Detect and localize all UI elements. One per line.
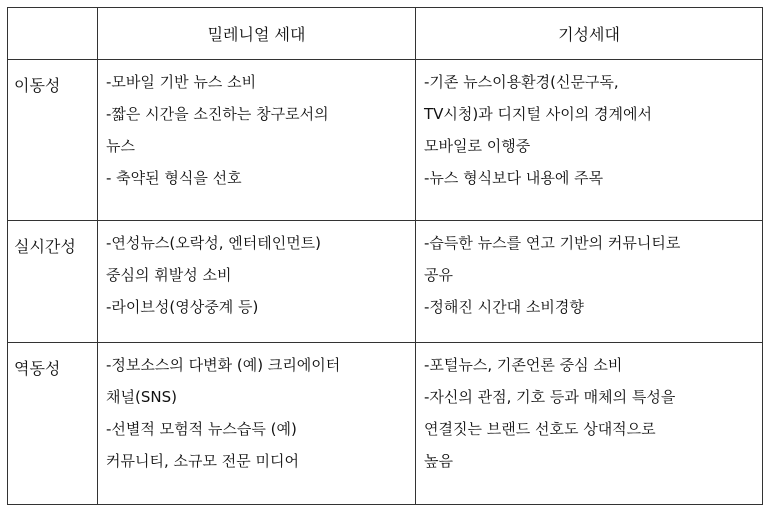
header-older: 기성세대 xyxy=(416,8,763,60)
row-label: 역동성 xyxy=(8,343,98,505)
cell-line: -기존 뉴스이용환경(신문구독, xyxy=(424,73,619,91)
cell-line: -연성뉴스(오락성, 엔터테인먼트) xyxy=(106,234,322,252)
row-label: 실시간성 xyxy=(8,221,98,343)
millennial-cell xyxy=(98,221,416,343)
table-row xyxy=(8,343,763,505)
cell-line: -모바일 기반 뉴스 소비 xyxy=(106,73,257,91)
header-empty xyxy=(8,8,98,60)
cell-line: 중심의 휘발성 소비 xyxy=(106,266,232,284)
older-cell xyxy=(416,343,763,505)
cell-line: - 축약된 형식을 선호 xyxy=(106,169,242,187)
cell-line: 뉴스 xyxy=(106,137,135,155)
table-row xyxy=(8,221,763,343)
cell-line: -선별적 모험적 뉴스습득 (예) xyxy=(106,420,297,438)
cell-line: -뉴스 형식보다 내용에 주목 xyxy=(424,169,604,187)
cell-line: -자신의 관점, 기호 등과 매체의 특성을 xyxy=(424,388,676,406)
cell-line: 채널(SNS) xyxy=(106,388,177,406)
header-row xyxy=(8,8,763,60)
header-millennial: 밀레니얼 세대 xyxy=(98,8,416,60)
table-row xyxy=(8,60,763,221)
millennial-cell xyxy=(98,60,416,221)
row-label: 이동성 xyxy=(8,60,98,221)
comparison-table xyxy=(7,7,763,505)
cell-line: 연결짓는 브랜드 선호도 상대적으로 xyxy=(424,420,656,438)
cell-line: TV시청)과 디지털 사이의 경계에서 xyxy=(424,105,652,123)
cell-line: -정해진 시간대 소비경향 xyxy=(424,298,584,316)
cell-line: -라이브성(영상중계 등) xyxy=(106,298,259,316)
cell-line: -습득한 뉴스를 연고 기반의 커뮤니티로 xyxy=(424,234,681,252)
older-cell xyxy=(416,221,763,343)
cell-line: 모바일로 이행중 xyxy=(424,137,531,155)
millennial-cell xyxy=(98,343,416,505)
cell-line: 커뮤니티, 소규모 전문 미디어 xyxy=(106,452,299,470)
older-cell xyxy=(416,60,763,221)
cell-line: -포털뉴스, 기존언론 중심 소비 xyxy=(424,356,623,374)
cell-line: -짧은 시간을 소진하는 창구로서의 xyxy=(106,105,329,123)
cell-line: 높음 xyxy=(424,452,453,470)
cell-line: 공유 xyxy=(424,266,453,284)
cell-line: -정보소스의 다변화 (예) 크리에이터 xyxy=(106,356,341,374)
